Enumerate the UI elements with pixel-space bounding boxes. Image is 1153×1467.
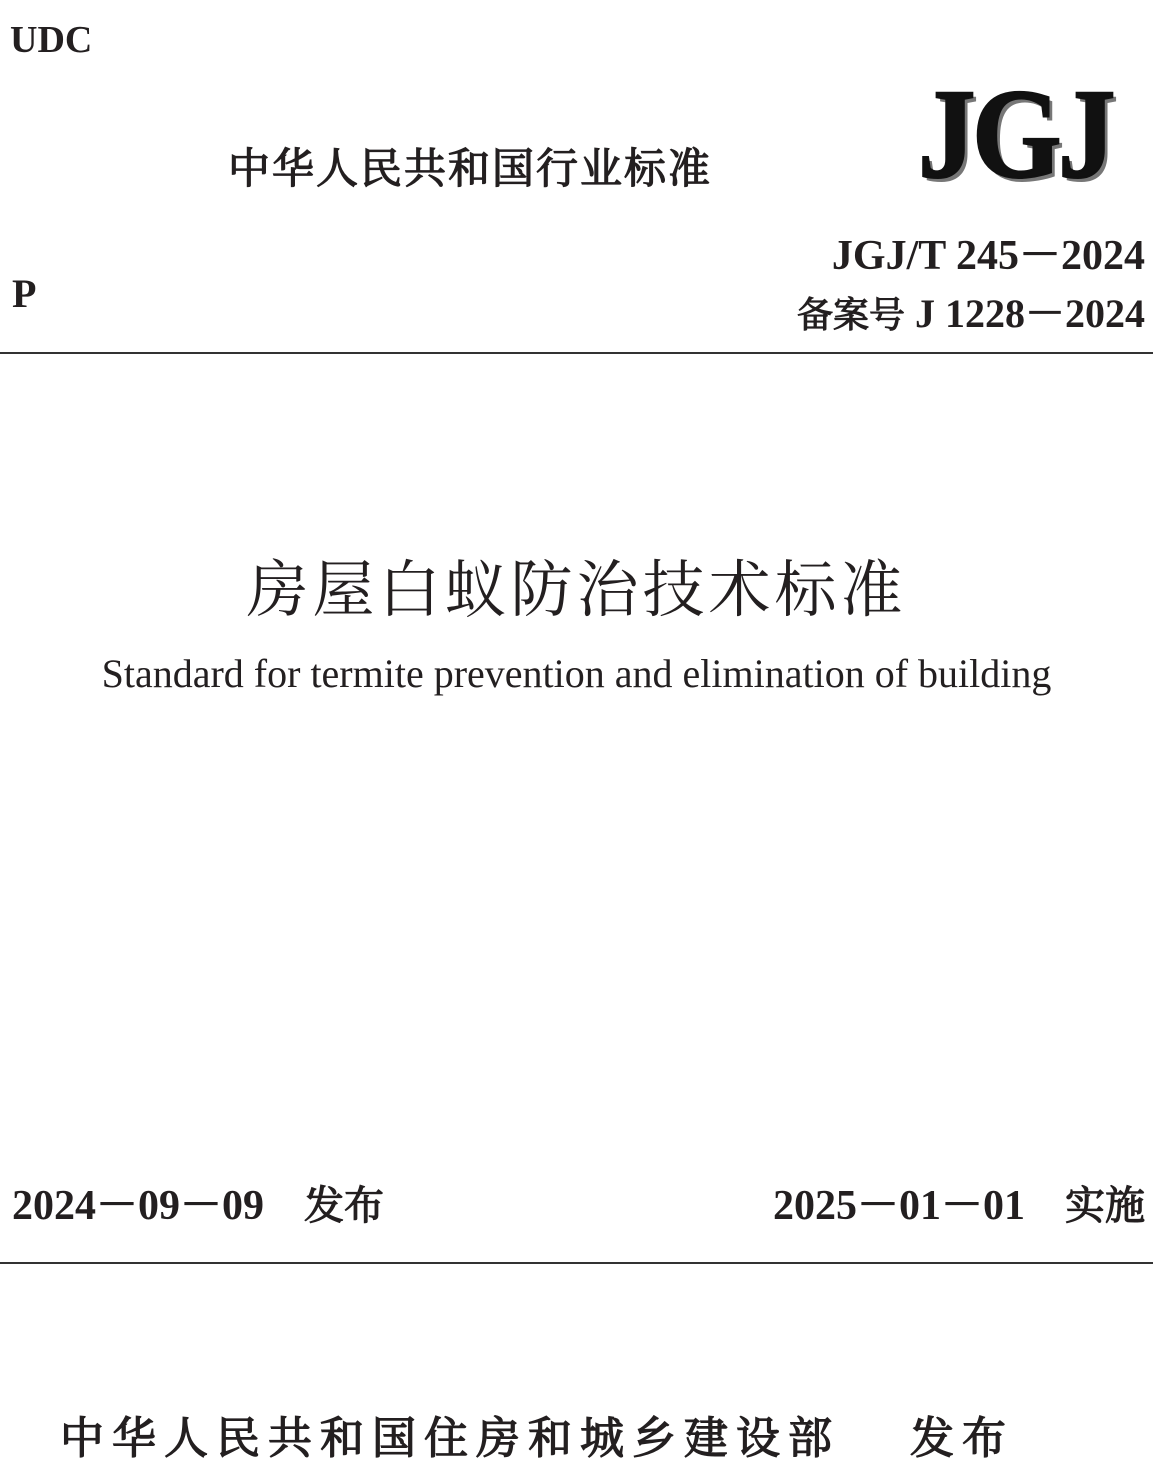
effective-label: 实施 (1065, 1183, 1145, 1229)
title-chinese: 房屋白蚁防治技术标准 (246, 553, 907, 626)
jgj-logo: JGJ (918, 63, 1113, 205)
issue-label: 发布 (304, 1183, 385, 1229)
publisher-line (60, 1402, 1014, 1466)
effective-date: 2025－01－01 (772, 1183, 1025, 1229)
filing-number (797, 282, 1145, 339)
publisher-action: 发布 (910, 1413, 1014, 1464)
udc-label: UDC (10, 19, 93, 61)
standard-category-header: 中华人民共和国行业标准 (228, 144, 713, 193)
effective-date-line (773, 1172, 1145, 1232)
bottom-divider (0, 1262, 1153, 1264)
issue-date-line (12, 1172, 384, 1232)
filing-value: J 1228－2024 (915, 291, 1145, 336)
standard-code: JGJ/T 245－2024 (831, 233, 1145, 279)
filing-label: 备案号 (796, 295, 905, 336)
issue-date: 2024－09－09 (12, 1183, 265, 1229)
title-english: Standard for termite prevention and elimination of building (101, 651, 1052, 696)
publisher-name: 中华人民共和国住房和城乡建设部 (60, 1413, 840, 1464)
top-divider (0, 352, 1153, 354)
classification-letter: P (12, 271, 37, 316)
